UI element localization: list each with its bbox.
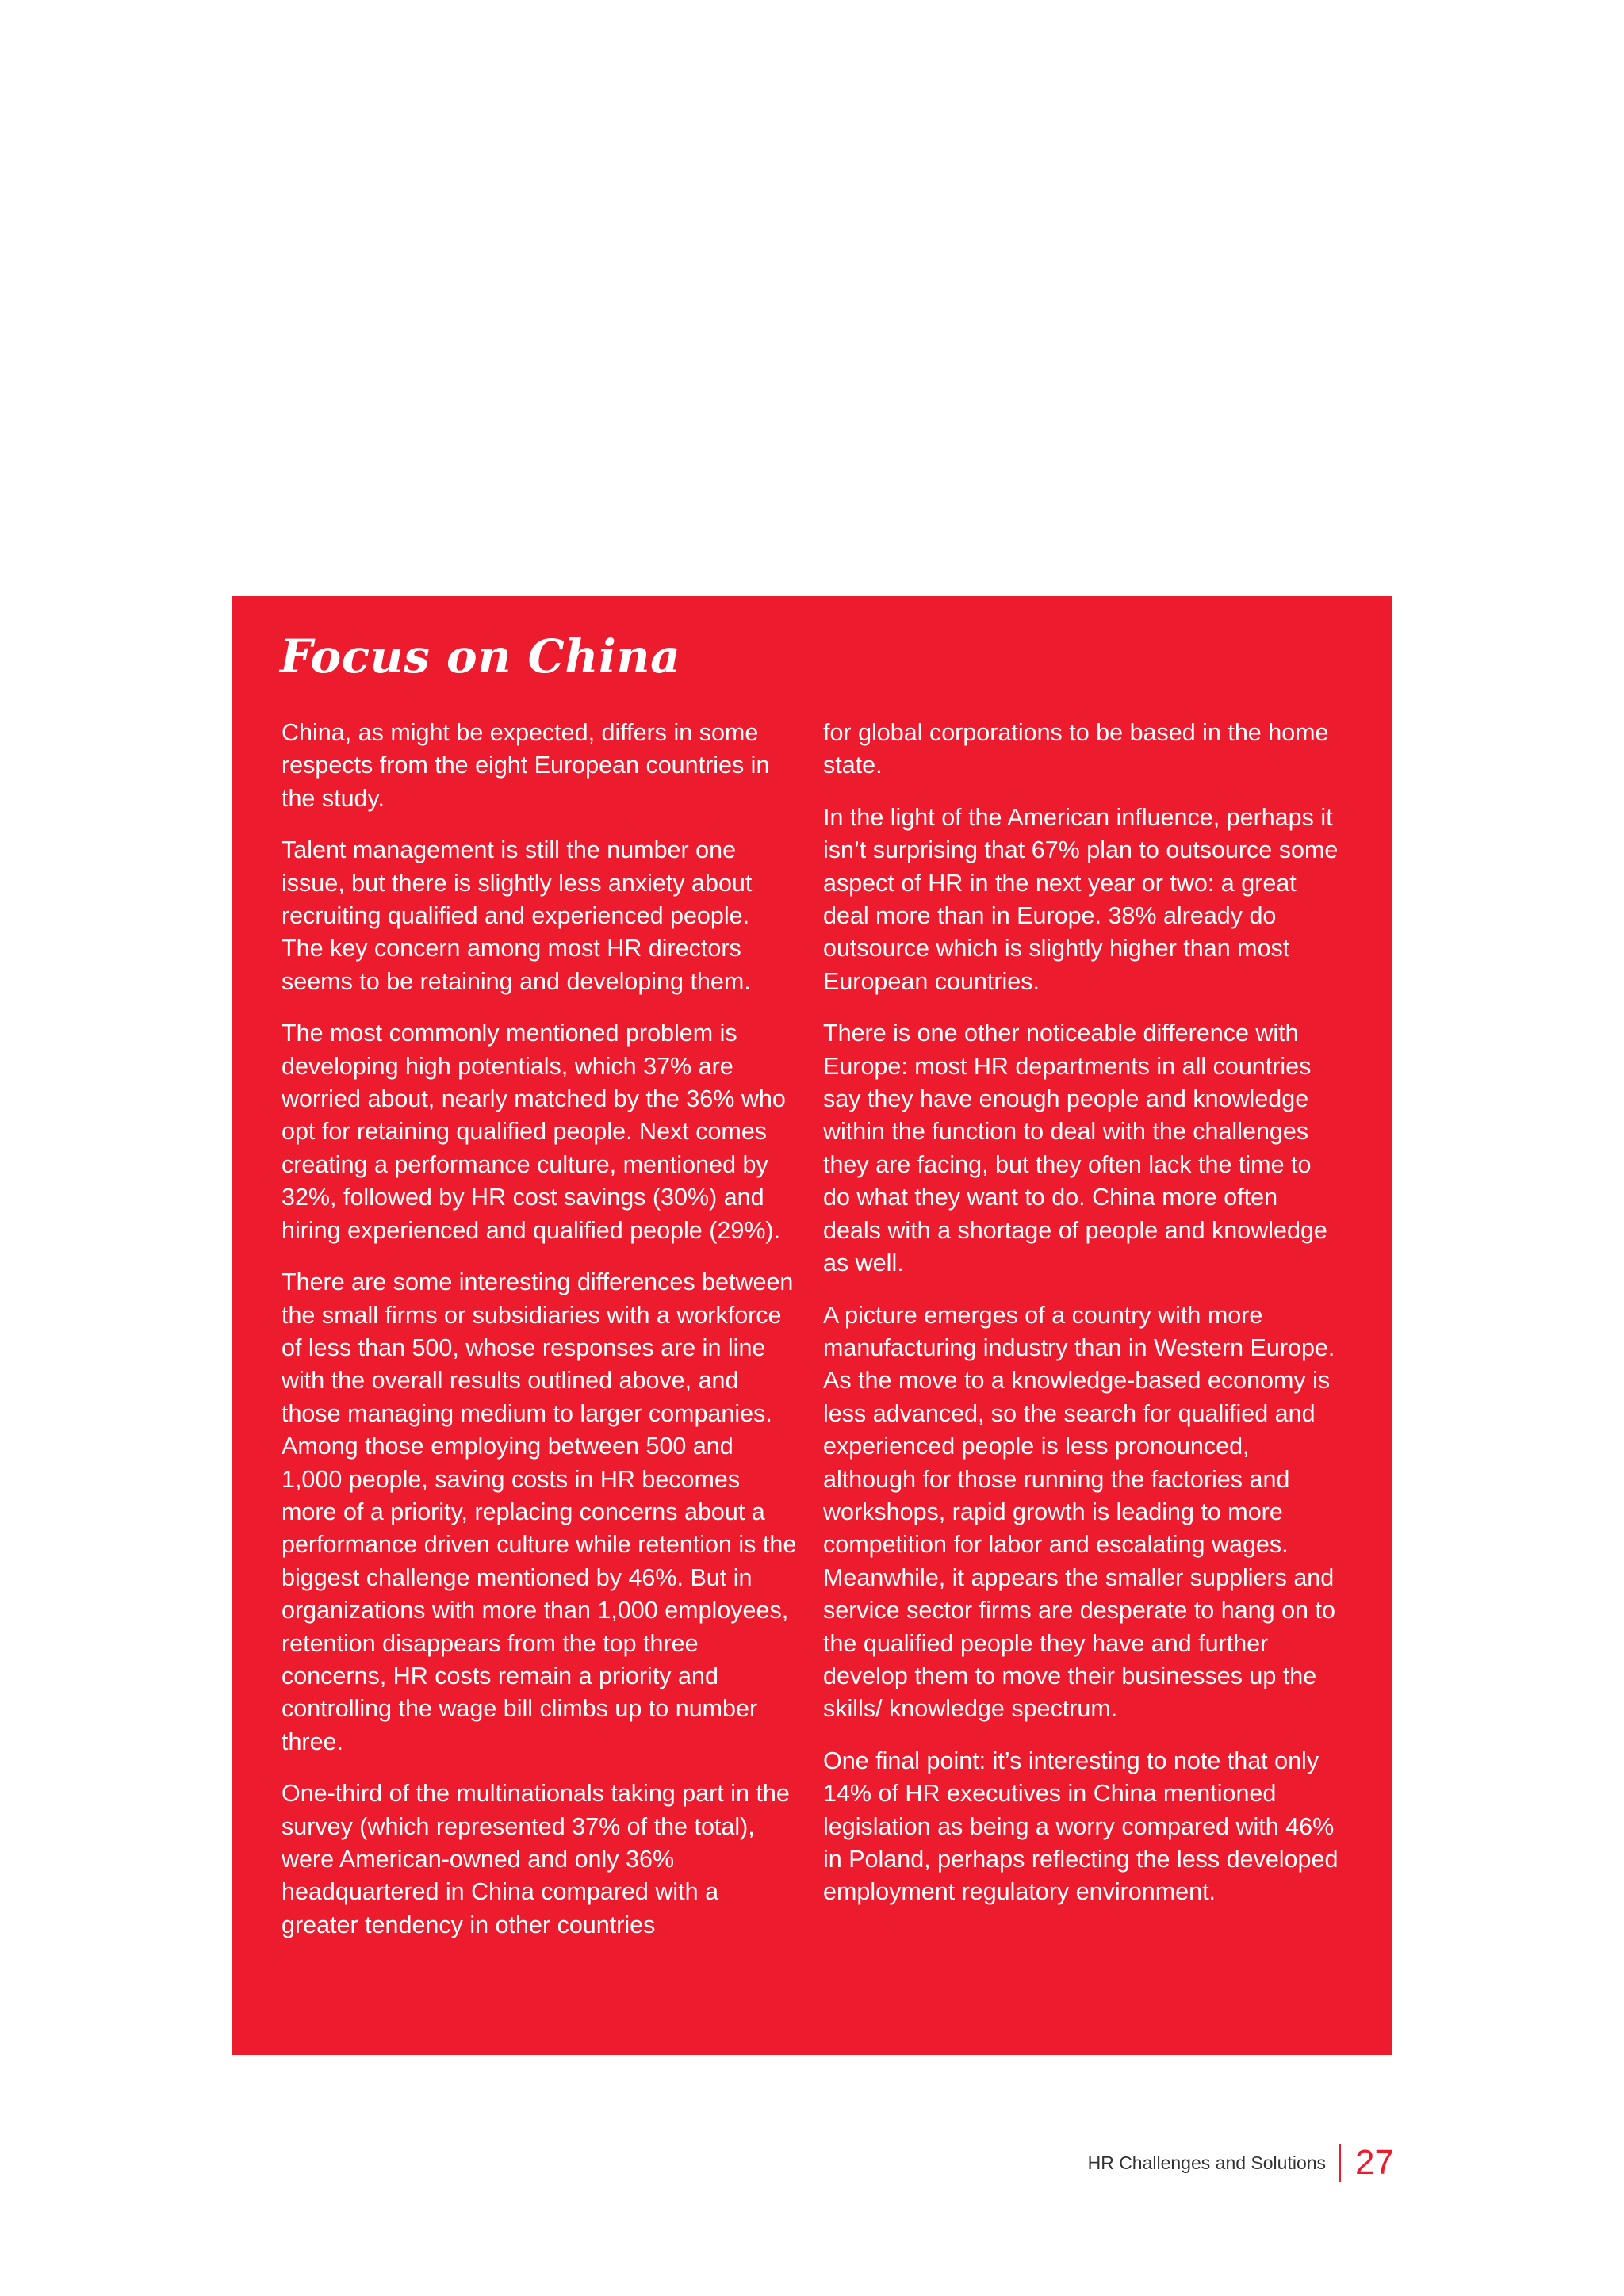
paragraph: There are some interesting differences between the small firms or subsidiaries with a workforce of less than 500, whose responses are in line with the overall results outlined above, and those managing medium to larger companies. Among those employing between 500 and 1,000 people, saving costs in HR becomes more of a priority, replacing concerns about a performance driven culture while retention is the biggest challenge mentioned by 46%. But in organizations with more than 1,000 employees, retention disappears from the top three concerns, HR costs remain a priority and controlling the wage bill climbs up to number three.: [282, 1269, 797, 1755]
left-column: [282, 717, 797, 1961]
paragraph: A picture emerges of a country with more manufacturing industry than in Western Europe. As the move to a knowledge-based economy is less advanced, so the search for qualified and experienced people is less pronounced, although for those running the factories and workshops, rapid growth is leading to more competition for labor and escalating wages. Meanwhile, it appears the smaller suppliers and service sector firms are desperate to hang on to the qualified people they have and further develop them to move their businesses up the skills/ knowledge spectrum.: [823, 1301, 1335, 1723]
paragraph: In the light of the American influence, perhaps it isn’t surprising that 67% plan to outsource some aspect of HR in the next year or two: a great deal more than in Europe. 38% already do outsource which is slightly higher than most European countries.: [823, 803, 1339, 995]
paragraph: There is one other noticeable difference with Europe: most HR departments in all countries say they have enough people and knowledge within the function to deal with the challenges they are facing, but they often lack the time to do what they want to do. China more often deals with a shortage of people and knowledge as well.: [823, 1020, 1327, 1277]
paragraph: for global corporations to be based in the home state.: [823, 719, 1329, 779]
panel-title: Focus on China: [280, 629, 681, 683]
publication-title: HR Challenges and Solutions: [1087, 2152, 1327, 2173]
paragraph: China, as might be expected, differs in some respects from the eight European countries in the study.: [282, 719, 770, 812]
paragraph: One-third of the multinationals taking part in the survey (which represented 37% of the total), were American-owned and only 36% headquartered in China compared with a greater tendency in other countries: [282, 1780, 790, 1938]
paragraph: Talent management is still the number one issue, but there is slightly less anxiety about recruiting qualified and experienced people. The key concern among most HR directors seems to be retaining and developing them.: [282, 836, 753, 995]
page-footer: [1088, 2141, 1394, 2185]
right-column: [823, 717, 1339, 1928]
page-number: 27: [1355, 2143, 1394, 2182]
focus-on-china-panel: [232, 596, 1392, 2055]
paragraph: The most commonly mentioned problem is developing high potentials, which 37% are worried about, nearly matched by the 36% who opt for retaining qualified people. Next comes creating a performance culture, mentioned by 32%, followed by HR cost savings (30%) and hiring experienced and qualified people (29%).: [282, 1020, 786, 1244]
paragraph: One final point: it’s interesting to note that only 14% of HR executives in China mentioned legislation as being a worry compared with 46% in Poland, perhaps reflecting the less developed employment regulatory environment.: [823, 1747, 1339, 1906]
